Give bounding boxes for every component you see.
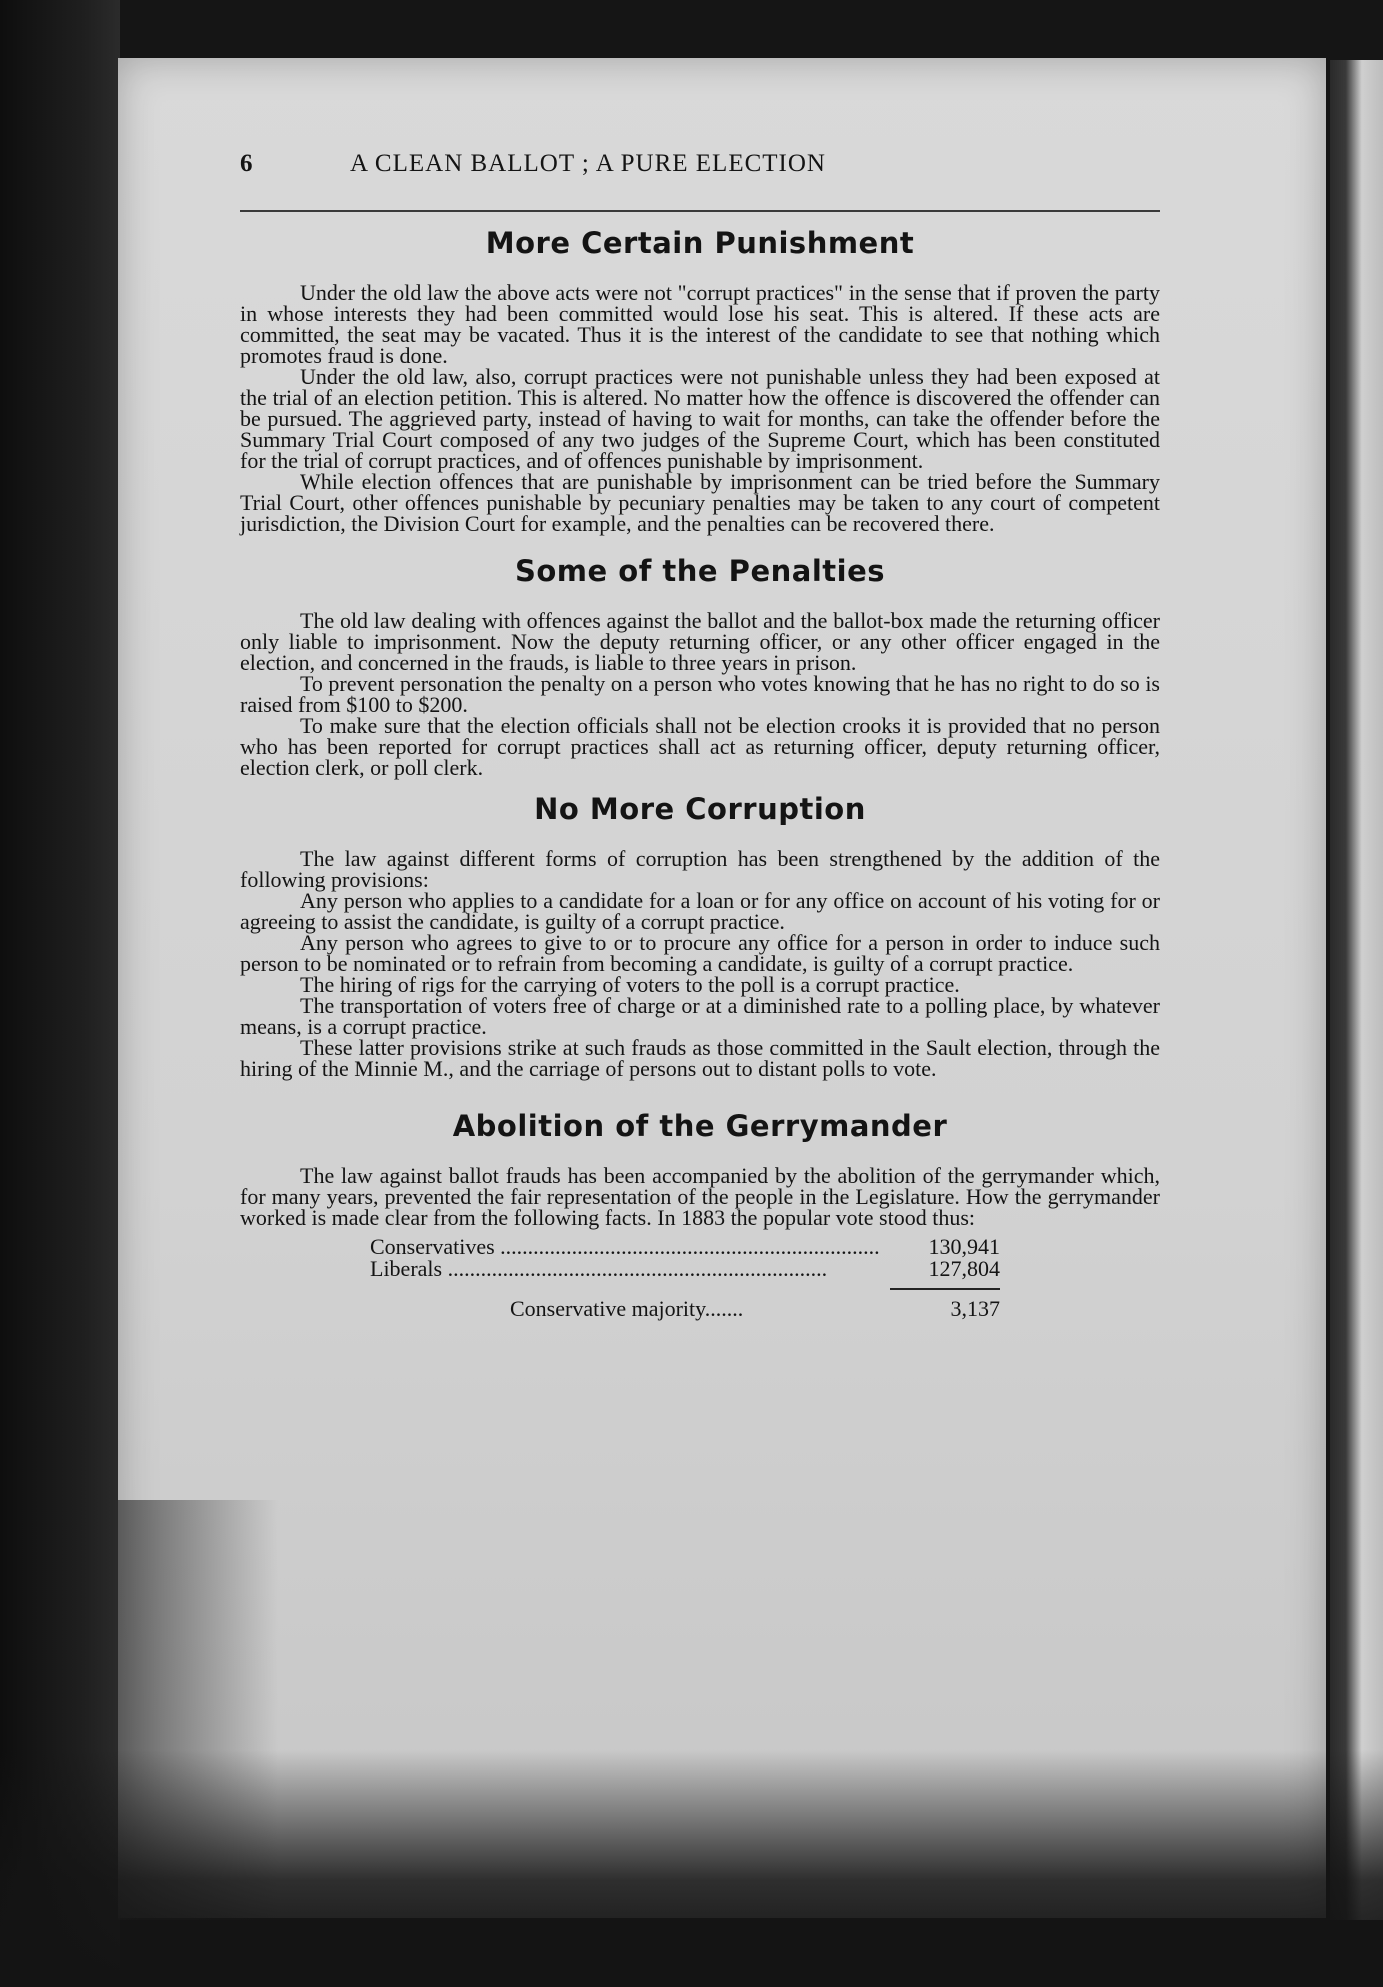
table-row — [370, 1258, 1000, 1280]
section-heading: Abolition of the Gerrymander — [452, 1109, 948, 1143]
vote-count: 127,804 — [928, 1256, 1000, 1281]
running-head-title: A CLEAN BALLOT ; A PURE ELECTION — [350, 150, 826, 177]
majority-value: 3,137 — [950, 1296, 1000, 1321]
majority-label: Conservative majority....... — [510, 1296, 744, 1321]
paragraph: The law against different forms of corruption has been strengthened by the addition of the following provisions: — [240, 846, 1160, 892]
page-content — [240, 150, 1160, 1320]
table-row — [370, 1236, 1000, 1258]
section-no-more-corruption — [240, 792, 1160, 1079]
paragraph: Under the old law the above acts were not "corrupt practices" in the sense that if proven the party in whose interests they had been committed would lose his seat. This is altered. If these acts are committed, the seat may be vacated. Thus it is the interest of the candidate to see that nothing which promotes fraud is done. — [240, 280, 1160, 368]
paragraph: The hiring of rigs for the carrying of voters to the poll is a corrupt practice. — [300, 972, 960, 997]
section-heading: No More Corruption — [534, 792, 866, 826]
paragraph: Under the old law, also, corrupt practices were not punishable unless they had been exposed at the trial of an election petition. This is altered. No matter how the offence is discovered the offender can be pursued. The aggrieved party, instead of having to wait for months, can take the offender before the Summary Trial Court composed of any two judges of the Supreme Court, which has been constituted for the trial of corrupt practices, and of offences punishable by imprisonment. — [240, 364, 1160, 473]
header-rule — [240, 210, 1160, 212]
paragraph: The old law dealing with offences against the ballot and the ballot-box made the returning officer only liable to imprisonment. Now the deputy returning officer, or any other officer engaged in the election, and concerned in the frauds, is liable to three years in prison. — [240, 608, 1160, 675]
vote-table — [370, 1236, 1000, 1320]
scan-edge-right — [1330, 60, 1383, 1920]
running-head — [240, 150, 1160, 198]
table-total-row — [370, 1298, 1000, 1320]
party-label: Liberals ..... — [370, 1258, 890, 1280]
paragraph: To prevent personation the penalty on a person who votes knowing that he has no right to do so is raised from $100 to $200. — [240, 671, 1160, 717]
paragraph: Any person who applies to a candidate for a loan or for any office on account of his voting for or agreeing to assist the candidate, is guilty of a corrupt practice. — [240, 888, 1160, 934]
section-some-of-the-penalties — [240, 554, 1160, 778]
paragraph: The law against ballot frauds has been accompanied by the abolition of the gerrymander which, for many years, prevented the fair representation of the people in the Legislature. How the gerrymander worked is made clear from the following facts. In 1883 the popular vote stood thus: — [240, 1163, 1160, 1230]
paragraph: Any person who agrees to give to or to procure any office for a person in order to induce such person to be nominated or to refrain from becoming a candidate, is guilty of a corrupt practice. — [240, 930, 1160, 976]
page-number: 6 — [240, 150, 254, 177]
paragraph: These latter provisions strike at such frauds as those committed in the Sault election, through the hiring of the Minnie M., and the carriage of persons out to distant polls to vote. — [240, 1035, 1160, 1081]
paragraph: To make sure that the election officials shall not be election crooks it is provided that no person who has been reported for corrupt practices shall act as returning officer, deputy returning officer, election clerk, or poll clerk. — [240, 713, 1160, 780]
party-label: Conservatives ..... — [370, 1236, 890, 1258]
section-heading: More Certain Punishment — [485, 226, 915, 260]
section-heading: Some of the Penalties — [514, 554, 885, 588]
scan-shadow-left — [0, 0, 120, 1987]
sum-rule — [890, 1288, 1000, 1290]
vote-count: 130,941 — [928, 1234, 1000, 1259]
paragraph: The transportation of voters free of charge or at a diminished rate to a polling place, by whatever means, is a corrupt practice. — [240, 993, 1160, 1039]
paragraph: While election offences that are punishable by imprisonment can be tried before the Summary Trial Court, other offences punishable by pecuniary penalties may be taken to any court of competent jurisdiction, the Division Court for example, and the penalties can be recovered there. — [240, 469, 1160, 536]
section-more-certain-punishment — [240, 226, 1160, 534]
section-abolition-of-the-gerrymander — [240, 1109, 1160, 1320]
scan-bottom-shadow — [0, 1750, 1383, 1987]
